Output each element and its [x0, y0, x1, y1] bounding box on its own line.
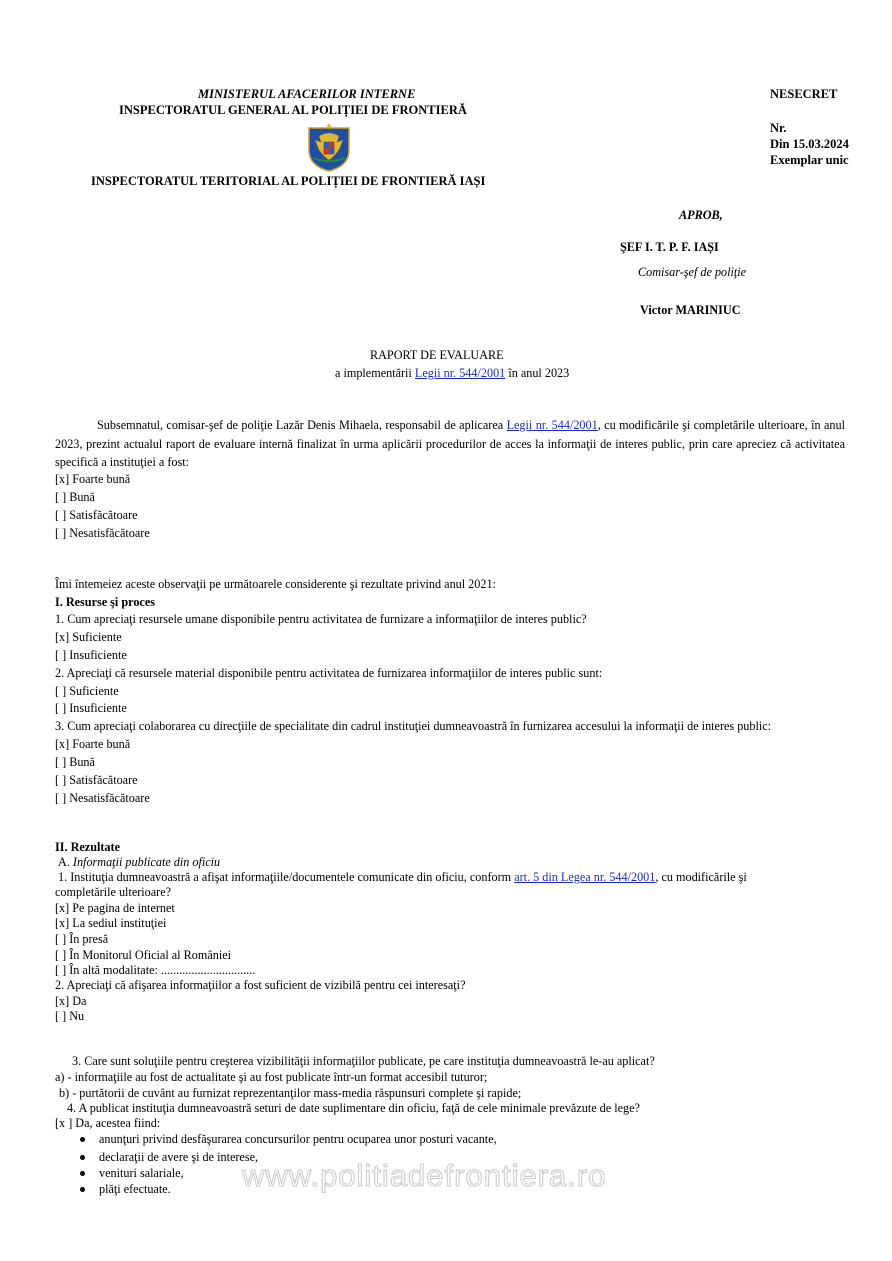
- solution-item: b) - purtătorii de cuvânt au furnizat reprezentanţilor mass-media răspunsuri complete şi rapide;: [59, 1086, 522, 1100]
- copy-label: Exemplar unic: [770, 153, 849, 167]
- article-link[interactable]: art. 5 din Legea nr. 544/2001: [514, 870, 656, 884]
- general-inspectorate-title: INSPECTORATUL GENERAL AL POLIȚIEI DE FRONTIERĂ: [119, 103, 467, 117]
- answer-option: [ ] În altă modalitate: ...............................: [55, 963, 256, 977]
- bullet-icon: [80, 1155, 85, 1160]
- bullet-icon: [80, 1187, 85, 1192]
- document-number: Nr.: [770, 121, 787, 135]
- question-text: 1. Instituţia dumneavoastră a afişat informaţiile/documentele comunicate din oficiu, conform art. 5 din Legea nr. 544/2001, cu modificările şi: [58, 870, 747, 884]
- solution-item: a) - informaţiile au fost de actualitate şi au fost publicate într-un format accesibil tuturor;: [55, 1070, 488, 1084]
- answer-option: [x ] Da, acestea fiind:: [55, 1116, 161, 1130]
- list-item: plăţi efectuate.: [80, 1182, 171, 1197]
- list-item: anunţuri privind desfăşurarea concursurilor pentru ocuparea unor posturi vacante,: [80, 1132, 497, 1147]
- answer-option: [x] Suficiente: [55, 630, 122, 644]
- question-text-continued: completările ulterioare?: [55, 885, 172, 899]
- report-title: RAPORT DE EVALUARE: [370, 348, 504, 362]
- answer-option: [ ] În Monitorul Oficial al României: [55, 948, 231, 962]
- answer-option: [x] Da: [55, 994, 87, 1008]
- approval-name: Victor MARINIUC: [640, 303, 741, 317]
- list-item: venituri salariale,: [80, 1166, 184, 1181]
- answer-option: [ ] Nesatisfăcătoare: [55, 791, 150, 805]
- answer-option: [ ] Insuficiente: [55, 648, 127, 662]
- answer-option: [ ] Satisfăcătoare: [55, 773, 138, 787]
- approval-title: ŞEF I. T. P. F. IAȘI: [620, 240, 719, 254]
- territorial-inspectorate-title: INSPECTORATUL TERITORIAL AL POLIȚIEI DE FRONTIERĂ IAȘI: [91, 174, 486, 188]
- answer-option: [ ] Insuficiente: [55, 701, 127, 715]
- question-text: 2. Apreciaţi că afişarea informaţiilor a fost suficient de vizibilă pentru cei interesaţi?: [55, 978, 466, 992]
- section-heading: I. Resurse şi proces: [55, 595, 155, 609]
- answer-option: [ ] În presă: [55, 932, 109, 946]
- considerations-lead: Îmi întemeiez aceste observaţii pe următoarele considerente şi rezultate privind anul 2021:: [55, 577, 496, 591]
- law-link[interactable]: Legii nr. 544/2001: [414, 366, 506, 380]
- intro-paragraph: Subsemnatul, comisar-şef de poliţie Lazăr Denis Mihaela, responsabil de aplicarea Legii nr. 544/2001, cu modificările şi completările ulterioare, în anul 2023, prezint actualul raport de evaluare internă finalizat în urma aplicării procedurilor de acces la informaţii de interes public, prin care apreciez că activitatea specifică a instituţiei a fost:: [55, 418, 845, 469]
- rating-option: [x] Foarte bună: [55, 472, 131, 486]
- question-text: 3. Cum apreciaţi colaborarea cu direcţiile de specialitate din cadrul instituţiei dumneavoastră în furnizarea accesului la informaţii de interes public:: [55, 719, 772, 733]
- rating-option: [ ] Satisfăcătoare: [55, 508, 138, 522]
- bullet-icon: [80, 1171, 85, 1176]
- romania-coat-of-arms-icon: [305, 120, 353, 172]
- classification-label: NESECRET: [770, 87, 838, 101]
- section-heading: II. Rezultate: [55, 840, 120, 854]
- approval-label: APROB,: [679, 208, 723, 222]
- ministry-title: MINISTERUL AFACERILOR INTERNE: [198, 87, 416, 101]
- question-text: 4. A publicat instituţia dumneavoastră seturi de date suplimentare din oficiu, faţă de cele minimale prevăzute de lege?: [67, 1101, 640, 1115]
- website-watermark: www.politiadefrontiera.ro: [242, 1158, 607, 1193]
- question-text: 3. Care sunt soluţiile pentru creşterea vizibilităţii informaţiilor publicate, pe care instituţia dumneavoastră le-au aplicat?: [72, 1054, 655, 1068]
- subsection-heading: A. Informaţii publicate din oficiu: [58, 855, 221, 869]
- question-text: 2. Apreciaţi că resursele material disponibile pentru activitatea de furnizarea informaţiilor de interes public sunt:: [55, 666, 603, 680]
- approval-rank: Comisar-şef de poliţie: [638, 265, 747, 279]
- rating-option: [ ] Bună: [55, 490, 95, 504]
- question-text: 1. Cum apreciaţi resursele umane disponibile pentru activitatea de furnizare a informaţiilor de interes public?: [55, 612, 587, 626]
- answer-option: [x] Pe pagina de internet: [55, 901, 175, 915]
- report-subtitle: a implementării Legii nr. 544/2001 în anul 2023: [335, 366, 570, 380]
- document-date: Din 15.03.2024: [770, 137, 849, 151]
- answer-option: [x] La sediul instituţiei: [55, 916, 167, 930]
- answer-option: [x] Foarte bună: [55, 737, 131, 751]
- list-item: declaraţii de avere şi de interese,: [80, 1150, 258, 1165]
- law-link[interactable]: Legii nr. 544/2001: [506, 418, 598, 432]
- answer-option: [ ] Nu: [55, 1009, 85, 1023]
- bullet-icon: [80, 1137, 85, 1142]
- rating-option: [ ] Nesatisfăcătoare: [55, 526, 150, 540]
- answer-option: [ ] Suficiente: [55, 684, 119, 698]
- answer-option: [ ] Bună: [55, 755, 95, 769]
